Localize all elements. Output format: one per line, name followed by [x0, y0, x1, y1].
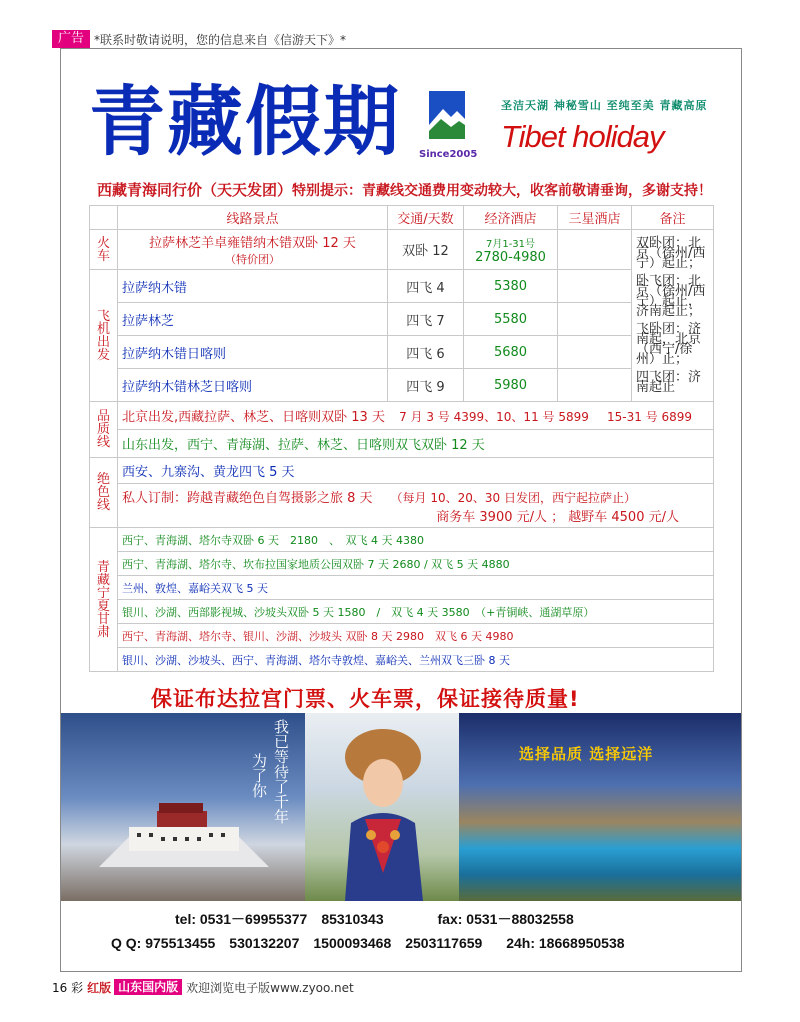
table-row-qinghai: 青藏宁夏甘肃 西宁、青海湖、塔尔寺双卧 6 天 2180 、 双飞 4 天 4380	[90, 528, 714, 552]
subtitle-tip: 特别提示：青藏线交通费用变动较大，收客前敬请垂询，多谢支持！	[292, 183, 713, 199]
table-row-flight: 拉萨纳木错林芝日喀则 四飞 9 5980	[90, 369, 714, 402]
train-economy-price: 2780-4980	[475, 249, 546, 265]
category-qinghai: 青藏宁夏甘肃	[90, 528, 118, 672]
fax: fax: 0531－88032558	[437, 911, 574, 927]
lake-photo	[459, 713, 742, 901]
slogan: 圣洁天湖 神秘雪山 至纯至美 青藏高原	[501, 99, 708, 112]
edition-tag: 山东国内版	[114, 979, 182, 995]
footer	[52, 978, 354, 996]
table-row-unique: 绝色线 西安、九寨沟、黄龙四飞 5 天	[90, 458, 714, 484]
table-row-qinghai: 银川、沙湖、沙坡头、西宁、青海湖、塔尔寺敦煌、嘉峪关、兰州双飞三卧 8 天	[90, 648, 714, 672]
tel: tel: 0531－69955377 85310343	[175, 911, 384, 927]
table-row-qinghai: 西宁、青海湖、塔尔寺、坎布拉国家地质公园双卧 7 天 2680 / 双飞 5 天 4880	[90, 552, 714, 576]
header-transport: 交通/天数	[388, 206, 464, 230]
table-row-qinghai: 银川、沙湖、西部影视城、沙坡头双卧 5 天 1580 / 双飞 4 天 3580 （+青铜峡、通湖草原）	[90, 600, 714, 624]
top-ad-bar	[52, 30, 752, 48]
poem-line-1: 我已等待了千年	[272, 719, 290, 824]
palace-icon	[99, 797, 269, 867]
table-row-qinghai: 兰州、敦煌、嘉峪关双飞 5 天	[90, 576, 714, 600]
guarantee-slogan: 保证布达拉宫门票、火车票，保证接待质量!	[151, 687, 580, 711]
table-row-flight: 飞机出发 拉萨纳木错 四飞 4 5380	[90, 270, 714, 303]
hotline-24h: 24h: 18668950538	[506, 935, 625, 951]
qq: Q Q: 975513455 530132207 1500093468 2503117659	[111, 935, 483, 951]
subtitle-main: 西藏青海同行价（天天发团）	[97, 181, 293, 199]
table-header-row	[90, 206, 714, 230]
poem-line-2: 为了你	[250, 753, 268, 798]
contact-qq-line	[111, 933, 625, 953]
tibetan-woman-icon	[331, 723, 435, 901]
mountain-logo-icon	[429, 91, 465, 139]
flight-route: 拉萨纳木错日喀则	[118, 336, 388, 369]
source-note: *联系时敬请说明，您的信息来自《信游天下》*	[94, 32, 347, 47]
choose-slogan: 选择品质 选择远洋	[519, 745, 654, 763]
table-row-quality: 山东出发，西宁、青海湖、拉萨、林芝、日喀则双飞双卧 12 天	[90, 430, 714, 458]
page-number: 16 彩	[52, 980, 84, 995]
train-economy-dates: 7月1-31号	[485, 238, 536, 250]
header-route: 线路景点	[118, 206, 388, 230]
table-row-qinghai: 西宁、青海湖、塔尔寺、银川、沙湖、沙坡头 双卧 8 天 2980 双飞 6 天 4980	[90, 624, 714, 648]
flight-route: 拉萨纳木错	[118, 270, 388, 303]
category-flight: 飞机出发	[90, 270, 118, 402]
category-train: 火车	[90, 230, 118, 270]
category-quality: 品质线	[90, 402, 118, 458]
english-title: Tibet holiday	[501, 119, 664, 154]
header-economy: 经济酒店	[464, 206, 558, 230]
edition-label: 红版	[87, 980, 112, 995]
flight-route: 拉萨纳木错林芝日喀则	[118, 369, 388, 402]
table-row-flight: 拉萨林芝 四飞 7 5580	[90, 303, 714, 336]
subtitle	[97, 179, 712, 200]
contact-phone-line	[175, 909, 574, 929]
website-link[interactable]: 欢迎浏览电子版www.zyoo.net	[186, 980, 354, 995]
train-transport: 双卧 12	[388, 230, 464, 270]
ad-frame	[60, 48, 742, 972]
ad-tag: 广告	[52, 30, 90, 48]
category-unique: 绝色线	[90, 458, 118, 528]
brand-title: 青藏假期	[89, 77, 401, 166]
tibetan-woman-photo	[305, 713, 459, 901]
train-route-note: （特价团）	[225, 253, 280, 266]
table-row-unique: 私人订制：跨越青藏绝色自驾摄影之旅 8 天 （每月 10、20、30 日发团，西宁起拉萨止） 商务车 3900 元/人 ； 越野车 4500 元/人	[90, 484, 714, 528]
table-row-quality: 品质线 北京出发,西藏拉萨、林芝、日喀则双卧 13 天 7 月 3 号 4399、10、11 号 5899 15-31 号 6899	[90, 402, 714, 430]
notes-cell: 双卧团：北京（徐州/西宁）起止； 卧飞团：北京（徐州/西宁）起止，济南起止； 飞卧团：济南起，北京（西宁/徐州）止； 四飞团：济南起止	[632, 230, 714, 402]
table-row-train	[90, 230, 714, 270]
train-route: 拉萨林芝羊卓雍错纳木错双卧 12 天	[149, 236, 356, 251]
table-row-flight: 拉萨纳木错日喀则 四飞 6 5680	[90, 336, 714, 369]
header-three-star: 三星酒店	[558, 206, 632, 230]
header-notes: 备注	[632, 206, 714, 230]
since-label: Since2005	[419, 149, 478, 160]
routes-table	[89, 205, 714, 672]
flight-route: 拉萨林芝	[118, 303, 388, 336]
potala-palace-photo	[61, 713, 305, 901]
